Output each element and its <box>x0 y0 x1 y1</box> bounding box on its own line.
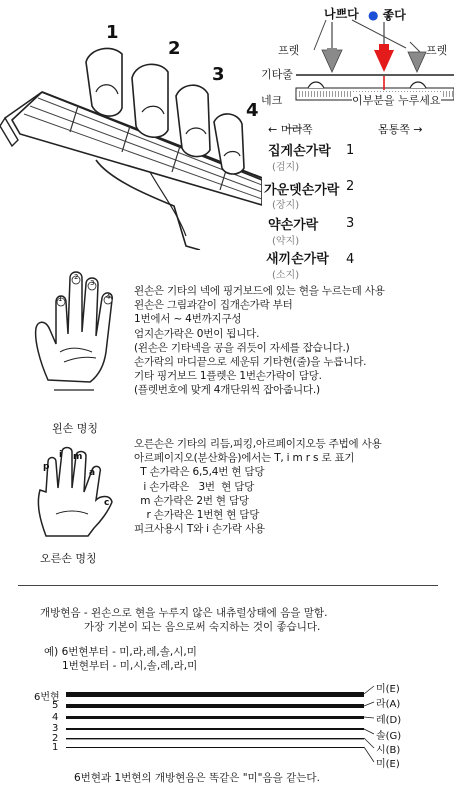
right-mark-m: m <box>73 452 83 462</box>
finger-name-1: 집게손가락 <box>268 144 331 159</box>
finger-num-4: 4 <box>346 252 355 267</box>
open-strings-example-2: 1번현부터 - 미,시,솔,레,라,미 <box>62 660 198 672</box>
finger-alt-4: (소지) <box>272 270 300 281</box>
finger-number-1: 1 <box>106 22 119 43</box>
left-line-4: 엄지손가락은 0번이 됩니다. <box>134 327 260 340</box>
finger-alt-3: (약지) <box>272 236 300 247</box>
note-2: 시(B) <box>376 745 401 756</box>
finger-num-2: 2 <box>346 179 355 194</box>
right-line-7: 피크사용시 T와 i 손가락 사용 <box>134 523 265 536</box>
right-line-1: 오른손은 기타의 리듬,피킹,아르페이지오등 주법에 사용 <box>134 438 382 450</box>
bad-label: 나쁘다 <box>324 7 359 21</box>
finger-name-3: 약손가락 <box>268 218 319 233</box>
finger-number-3: 3 <box>212 64 225 85</box>
string-num-4: 4 <box>52 712 59 723</box>
left-hand-text <box>134 284 385 398</box>
string-diagram <box>30 680 430 770</box>
finger-name-2: 가운뎃손가락 <box>264 183 340 198</box>
good-dot-icon: ● <box>368 8 379 22</box>
right-mark-c: c <box>104 498 110 508</box>
right-line-6: r 손가락은 1번현 현 담당 <box>134 509 260 522</box>
head-side-label: ← 머리쪽 <box>268 123 313 136</box>
open-strings-example-1: 예) 6번현부터 - 미,라,레,솔,시,미 <box>44 646 197 658</box>
left-line-7: 기타 핑거보드 1플렛은 1번손가락이 담당. <box>134 370 322 383</box>
good-label: 좋다 <box>382 8 406 22</box>
string-num-6: 6번현 <box>34 692 60 703</box>
finger-num-1: 1 <box>346 143 355 158</box>
left-mark-3: 3 <box>90 279 95 287</box>
note-5: 라(A) <box>376 699 401 710</box>
left-mark-1: 1 <box>58 295 63 303</box>
note-3: 솔(G) <box>376 731 402 742</box>
finger-number-4: 4 <box>246 100 259 121</box>
body-side-label: 몸통쪽 → <box>378 123 423 136</box>
finger-number-2: 2 <box>168 38 181 59</box>
neck-label: 네크 <box>261 94 283 107</box>
fret-right-label: 프렛 <box>426 44 448 57</box>
left-hand-figure <box>30 262 130 402</box>
left-line-2: 왼손은 그림과같이 집개손가락 부터 <box>134 299 293 312</box>
finger-alt-2: (장지) <box>272 200 300 211</box>
right-line-3: T 손가락은 6,5,4번 현 담당 <box>134 466 265 479</box>
open-strings-footer: 6번현과 1번현의 개방현음은 똑같은 "미"음을 같는다. <box>74 772 320 784</box>
left-hand-caption: 왼손 명칭 <box>52 422 99 435</box>
right-line-5: m 손가락은 2번 현 담당 <box>134 494 249 507</box>
section-divider <box>18 585 438 586</box>
left-line-5: (왼손은 기타넥을 공을 쥐듯이 자세를 잡습니다.) <box>134 341 350 354</box>
string-num-1: 1 <box>52 742 59 753</box>
left-line-8: (플렛번호에 맞게 4개단위씩 잡아줍니다.) <box>134 384 320 397</box>
left-line-3: 1번에서 ~ 4번까지구성 <box>134 313 242 326</box>
left-line-6: 손가락의 마디끝으로 세운뒤 기타현(줄)을 누릅니다. <box>134 356 367 369</box>
note-6: 미(E) <box>376 684 400 695</box>
right-mark-a: a <box>89 468 96 478</box>
note-1: 미(E) <box>376 759 400 770</box>
right-mark-p: p <box>43 462 50 472</box>
right-line-2: 아르페이지오(분산화음)에서는 T, i m r s 로 표기 <box>134 452 355 465</box>
left-mark-4: 4 <box>106 293 111 301</box>
guitar-neck-illustration <box>0 0 262 250</box>
highlight-text: 이부분을 누루세요 <box>352 94 441 107</box>
open-strings-note: 가장 기본이 되는 음으로써 숙지하는 것이 좋습니다. <box>84 621 321 633</box>
fret-left-label: 프렛 <box>278 44 300 57</box>
left-line-1: 왼손은 기타의 넥에 핑거보드에 있는 현을 누르는데 사용 <box>134 285 385 297</box>
string-num-2: 2 <box>52 733 59 744</box>
right-hand-figure <box>26 444 126 544</box>
finger-name-4: 새끼손가락 <box>266 252 329 267</box>
right-hand-text <box>134 437 382 536</box>
left-mark-2: 2 <box>74 273 79 281</box>
fret-press-diagram <box>256 0 454 140</box>
right-hand-caption: 오른손 명칭 <box>40 552 97 565</box>
right-line-4: i 손가락은 3번 현 담당 <box>134 480 255 493</box>
note-4: 레(D) <box>376 715 402 726</box>
finger-num-3: 3 <box>346 216 355 231</box>
right-mark-i: i <box>59 450 63 460</box>
finger-alt-1: (검지) <box>272 162 300 173</box>
string-num-3: 3 <box>52 723 59 734</box>
open-strings-def: 개방현음 - 왼손으로 현을 누루지 않은 내츄럴상태에 음을 말함. <box>40 607 328 619</box>
string-num-5: 5 <box>52 700 59 711</box>
string-label: 기타줄 <box>261 68 293 81</box>
